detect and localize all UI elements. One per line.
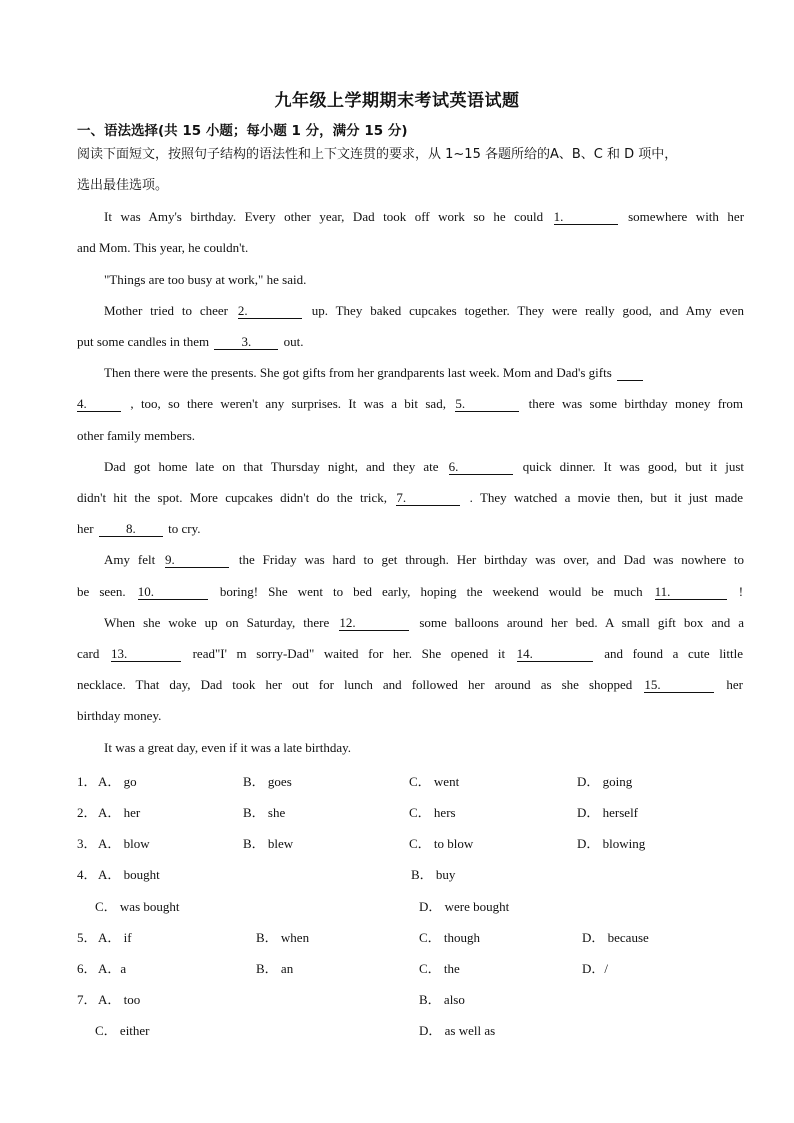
blank-15: 15. xyxy=(644,678,714,693)
passage-line: be seen. 10. boring! She went to bed early, hoping the weekend would be much 11. ! xyxy=(77,584,744,599)
option-c[interactable]: C． hers xyxy=(409,805,456,820)
blank-2: 2. xyxy=(238,304,302,319)
option-b[interactable]: B． an xyxy=(256,961,294,976)
question-number: 7． xyxy=(77,992,97,1007)
option-a[interactable]: A．a xyxy=(98,961,127,976)
option-d[interactable]: D． going xyxy=(577,774,633,789)
option-c[interactable]: C． though xyxy=(419,930,481,945)
option-b[interactable]: B． buy xyxy=(411,867,456,882)
question-number: 2． xyxy=(77,805,97,820)
option-a[interactable]: A． her xyxy=(98,805,141,820)
passage-line: and Mom. This year, he couldn't. xyxy=(77,240,249,255)
passage-line: put some candles in them 3. out. xyxy=(77,334,304,349)
option-c[interactable]: C． either xyxy=(95,1023,150,1038)
passage-line: Mother tried to cheer 2. up. They baked cupcakes together. They were really good, and Amy even xyxy=(104,303,745,318)
blank-14: 14. xyxy=(517,647,593,662)
question-number: 6． xyxy=(77,961,97,976)
blank-8: 8. xyxy=(99,522,163,537)
blank-10: 10. xyxy=(138,585,208,600)
option-a[interactable]: A． blow xyxy=(98,836,150,851)
instruction-line-1: 阅读下面短文，按照句子结构的语法性和上下文连贯的要求，从 1~15 各题所给的A、B、C 和 D 项中， xyxy=(77,147,678,162)
passage-line: Dad got home late on that Thursday night, and they ate 6. quick dinner. It was good, but it just xyxy=(104,459,744,474)
option-a[interactable]: A． go xyxy=(98,774,137,789)
option-b[interactable]: B． goes xyxy=(243,774,292,789)
option-a[interactable]: A． if xyxy=(98,930,132,945)
section-heading: 一、语法选择(共 15 小题；每小题 1 分，满分 15 分) xyxy=(77,123,408,139)
blank-1: 1. xyxy=(554,210,618,225)
option-d[interactable]: D． were bought xyxy=(419,899,510,914)
option-c[interactable]: C． the xyxy=(419,961,460,976)
passage-line: other family members. xyxy=(77,428,196,443)
option-d[interactable]: D． blowing xyxy=(577,836,646,851)
blank-9: 9. xyxy=(165,553,229,568)
blank-7: 7. xyxy=(396,491,460,506)
blank-5: 5. xyxy=(455,397,519,412)
option-b[interactable]: B． blew xyxy=(243,836,294,851)
option-d[interactable]: D．/ xyxy=(582,961,609,976)
question-number: 5． xyxy=(77,930,97,945)
option-b[interactable]: B． also xyxy=(419,992,465,1007)
passage-line: 4. , too, so there weren't any surprises. It was a bit sad, 5. there was some birthday money from xyxy=(77,396,743,411)
option-a[interactable]: A． too xyxy=(98,992,141,1007)
question-number: 3． xyxy=(77,836,97,851)
passage-line: birthday money. xyxy=(77,708,162,723)
passage-line: didn't hit the spot. More cupcakes didn't do the trick, 7. . They watched a movie then, but it just made xyxy=(77,490,744,505)
blank-3: 3. xyxy=(214,335,278,350)
passage-line: Then there were the presents. She got gifts from her grandparents last week. Mom and Dad's gifts xyxy=(104,365,744,381)
question-number: 1． xyxy=(77,774,97,789)
passage-line: necklace. That day, Dad took her out for lunch and followed her around as she shopped 15. her xyxy=(77,677,744,692)
blank-4: 4. xyxy=(77,397,121,412)
instruction-line-2: 选出最佳选项。 xyxy=(77,178,169,193)
blank-12: 12. xyxy=(339,616,409,631)
passage-line: "Things are too busy at work," he said. xyxy=(104,272,307,287)
option-c[interactable]: C． was bought xyxy=(95,899,180,914)
option-d[interactable]: D． as well as xyxy=(419,1023,496,1038)
option-b[interactable]: B． she xyxy=(243,805,286,820)
option-a[interactable]: A． bought xyxy=(98,867,160,882)
passage-line: card 13. read"I' m sorry-Dad" waited for her. She opened it 14. and found a cute little xyxy=(77,646,744,661)
passage-line: When she woke up on Saturday, there 12. some balloons around her bed. A small gift box and a xyxy=(104,615,745,630)
blank-13: 13. xyxy=(111,647,181,662)
question-number: 4． xyxy=(77,867,97,882)
passage-line: her 8. to cry. xyxy=(77,521,201,536)
page-title: 九年级上学期期末考试英语试题 xyxy=(274,91,520,111)
option-c[interactable]: C． went xyxy=(409,774,460,789)
blank-11: 11. xyxy=(655,585,727,600)
option-b[interactable]: B． when xyxy=(256,930,310,945)
passage-line: It was Amy's birthday. Every other year, Dad took off work so he could 1. somewhere with her xyxy=(104,209,745,224)
option-c[interactable]: C． to blow xyxy=(409,836,474,851)
blank-6: 6. xyxy=(449,460,513,475)
option-d[interactable]: D． because xyxy=(582,930,649,945)
passage-line: Amy felt 9. the Friday was hard to get through. Her birthday was over, and Dad was nowhere to xyxy=(104,552,744,567)
passage-line: It was a great day, even if it was a late birthday. xyxy=(104,740,352,755)
option-d[interactable]: D． herself xyxy=(577,805,639,820)
